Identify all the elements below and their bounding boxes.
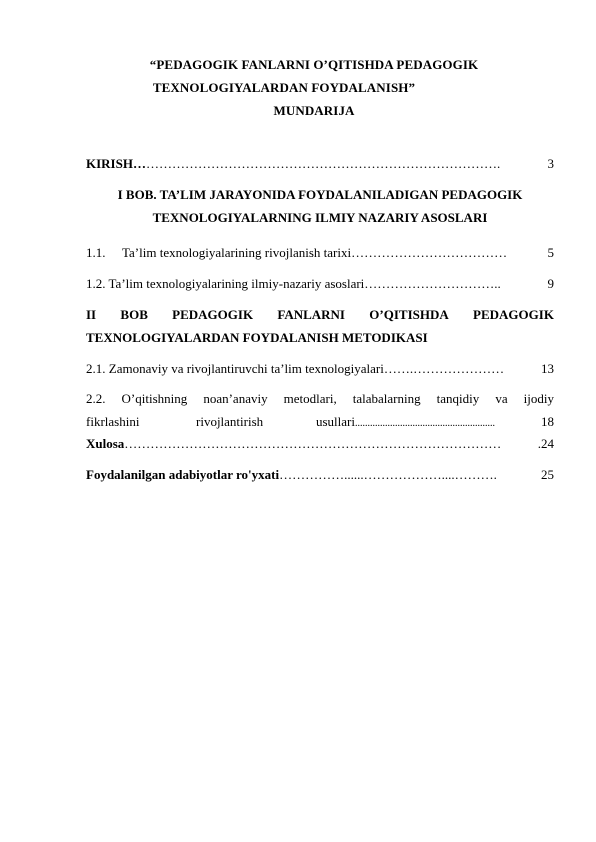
toc-word: usullari <box>316 414 355 429</box>
document-title-line-1: “PEDAGOGIK FANLARNI O’QITISHDA PEDAGOGIK <box>149 57 479 72</box>
toc-word: 2.2. <box>86 391 106 406</box>
toc-word: va <box>495 391 508 406</box>
toc-entry-kirish[interactable] <box>86 156 554 172</box>
toc-entry-label: KIRISH… <box>86 156 146 171</box>
toc-leader-dots: ........................................................ <box>355 418 495 429</box>
heading-word: BOB <box>120 307 148 322</box>
heading-text: TEXNOLOGIYALARDAN FOYDALANISH METODIKASI <box>86 330 428 345</box>
toc-entry-label: 2.1. Zamonaviy va rivojlantiruvchi ta’lim texnologiyalari <box>86 361 384 376</box>
toc-entry-2-1[interactable] <box>86 361 554 377</box>
document-title-line-2: TEXNOLOGIYALARDAN FOYDALANISH” <box>152 80 416 95</box>
contents-heading: MUNDARIJA <box>273 103 355 118</box>
toc-entry-label: 1.2. Ta’lim texnologiyalarining ilmiy-nazariy asoslari <box>86 276 365 291</box>
toc-entry-2-2-line-1[interactable] <box>86 391 554 407</box>
heading-word: FANLARNI <box>277 307 345 322</box>
toc-page-number: 25 <box>541 467 554 482</box>
toc-leader-dots: ………………………………………………………………………. <box>145 156 501 171</box>
toc-word: noan’anaviy <box>203 391 268 406</box>
toc-leader-dots: ……………......………………....………. <box>279 467 497 482</box>
heading-word: O’QITISHDA <box>369 307 449 322</box>
toc-entry-1-2[interactable] <box>86 276 554 292</box>
toc-entry-xulosa[interactable] <box>86 436 554 452</box>
toc-leader-dots: ………………………….. <box>364 276 501 291</box>
toc-page-number: 18 <box>541 414 554 429</box>
toc-word: tanqidiy <box>436 391 480 406</box>
toc-word: ijodiy <box>523 391 554 406</box>
heading-word: PEDAGOGIK <box>473 307 554 322</box>
toc-entry-adabiyotlar[interactable] <box>86 467 554 483</box>
chapter-2-heading-line-2 <box>86 330 554 346</box>
toc-word: metodlari, <box>283 391 337 406</box>
toc-entry-label: Ta’lim texnologiyalarining rivojlanish tarixi <box>122 245 352 260</box>
toc-word: talabalarning <box>352 391 421 406</box>
toc-leader-dots: …….………………… <box>383 361 505 376</box>
chapter-1-heading-line-1: I BOB. TA’LIM JARAYONIDA FOYDALANILADIGAN PEDAGOGIK <box>117 187 523 202</box>
heading-word: II <box>86 307 97 322</box>
chapter-1-heading-line-2: TEXNOLOGIYALARNING ILMIY NAZARIY ASOSLARI <box>152 210 488 225</box>
toc-entry-1-1[interactable] <box>86 245 554 261</box>
toc-section-number: 1.1. <box>86 245 106 260</box>
toc-word: rivojlantirish <box>196 414 264 429</box>
toc-word: fikrlashini <box>86 414 140 429</box>
toc-page-number: 3 <box>547 156 554 171</box>
toc-page-number: 9 <box>547 276 554 291</box>
toc-entry-label: Foydalanilgan adabiyotlar ro'yxati <box>86 467 280 482</box>
toc-entry-label: Xulosa <box>86 436 125 451</box>
toc-leader-dots: …………………………………………………………………………… <box>124 436 502 451</box>
toc-word: O’qitishning <box>121 391 188 406</box>
heading-word: PEDAGOGIK <box>172 307 254 322</box>
toc-leader-dots: ……………………………… <box>351 245 508 260</box>
toc-entry-2-2-line-2[interactable] <box>86 414 554 430</box>
toc-page-number: 13 <box>541 361 554 376</box>
chapter-2-heading-line-1 <box>86 307 554 323</box>
toc-page-number: .24 <box>537 436 554 451</box>
toc-page-number: 5 <box>547 245 554 260</box>
